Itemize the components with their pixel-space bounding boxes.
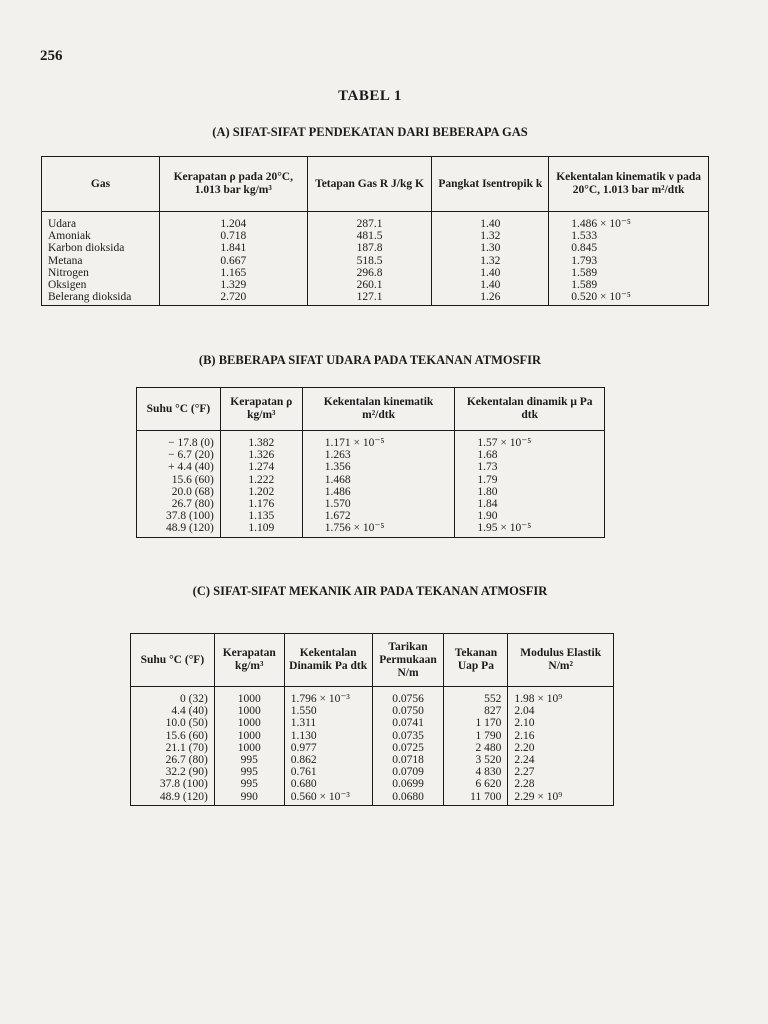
table-cell: 0 (32) [131,687,215,706]
table-row [42,230,709,242]
table-row [131,791,614,806]
table-cell: 552 [444,687,508,706]
table-c-title: (C) SIFAT-SIFAT MEKANIK AIR PADA TEKANAN ATMOSFIR [192,584,548,598]
table-cell: 1.30 [432,242,549,254]
column-header: Suhu °C (°F) [131,634,215,687]
column-header: Kekentalan kinematik m²/dtk [302,388,455,431]
table-cell: 48.9 (120) [131,791,215,806]
table-row [131,730,614,742]
table-cell: 1.274 [220,461,302,473]
table-cell: 0.0699 [372,778,444,790]
table-row [42,212,709,231]
table-cell: 0.0750 [372,705,444,717]
table-cell: 6 620 [444,778,508,790]
table-row [131,778,614,790]
table-cell: 1000 [214,742,284,754]
gas-properties-table [41,156,709,306]
table-row [42,291,709,306]
table-cell: 1.40 [432,267,549,279]
table-cell: 1.130 [284,730,372,742]
table-cell: 0.0709 [372,766,444,778]
table-cell: 995 [214,766,284,778]
table-cell: 0.761 [284,766,372,778]
table-cell: 1000 [214,717,284,729]
table-cell: 1.796 × 10⁻³ [284,687,372,706]
table-cell: 1.468 [302,474,455,486]
table-cell: 2.720 [159,291,307,306]
table-row [42,279,709,291]
table-cell: 827 [444,705,508,717]
column-header: Modulus Elastik N/m² [508,634,614,687]
table-cell: 1.109 [220,522,302,537]
table-cell: 1.68 [455,449,605,461]
table-row [137,449,605,461]
table-row [131,717,614,729]
water-properties-table [130,633,614,806]
table-cell: Nitrogen [42,267,160,279]
table-cell: 0.0680 [372,791,444,806]
air-properties-table [136,387,605,538]
table-cell: 1.311 [284,717,372,729]
column-header: Kerapatan ρ kg/m³ [220,388,302,431]
table-cell: 1.672 [302,510,455,522]
table-cell: 0.0718 [372,754,444,766]
table-cell: 1.171 × 10⁻⁵ [302,431,455,450]
table-cell: 1.570 [302,498,455,510]
table-cell: 0.718 [159,230,307,242]
table-cell: 1.80 [455,486,605,498]
table-cell: 37.8 (100) [131,778,215,790]
column-header: Tetapan Gas R J/kg K [307,157,432,212]
table-row [131,742,614,754]
table-cell: Metana [42,255,160,267]
table-cell: 10.0 (50) [131,717,215,729]
table-cell: 2.24 [508,754,614,766]
table-cell: 995 [214,778,284,790]
table-cell: 1.589 [549,279,709,291]
table-cell: 0.0725 [372,742,444,754]
table-cell: 1.202 [220,486,302,498]
table-row [137,498,605,510]
table-cell: 26.7 (80) [137,498,221,510]
table-cell: 1.135 [220,510,302,522]
table-cell: Amoniak [42,230,160,242]
table-cell: 1.793 [549,255,709,267]
table-cell: 0.0741 [372,717,444,729]
table-cell: 481.5 [307,230,432,242]
table-cell: 1.533 [549,230,709,242]
table-cell: 1.326 [220,449,302,461]
table-cell: 1.486 × 10⁻⁵ [549,212,709,231]
table-cell: 3 520 [444,754,508,766]
table-cell: 1.26 [432,291,549,306]
table-cell: 1.263 [302,449,455,461]
table-cell: 1.40 [432,212,549,231]
table-row [137,510,605,522]
page-title: TABEL 1 [338,88,402,104]
table-cell: 1000 [214,687,284,706]
table-cell: 15.6 (60) [137,474,221,486]
table-cell: 2.10 [508,717,614,729]
table-cell: 37.8 (100) [137,510,221,522]
table-cell: − 17.8 (0) [137,431,221,450]
table-cell: Belerang dioksida [42,291,160,306]
table-cell: 0.862 [284,754,372,766]
table-cell: 296.8 [307,267,432,279]
table-row [137,461,605,473]
table-cell: 0.560 × 10⁻³ [284,791,372,806]
table-cell: 21.1 (70) [131,742,215,754]
table-row [131,754,614,766]
column-header: Gas [42,157,160,212]
table-cell: 1 790 [444,730,508,742]
column-header: Kerapatan kg/m³ [214,634,284,687]
table-row [42,242,709,254]
table-cell: 2.16 [508,730,614,742]
table-cell: 2.27 [508,766,614,778]
column-header: Kekentalan kinematik ν pada 20°C, 1.013 bar m²/dtk [549,157,709,212]
table-row [137,486,605,498]
table-b-title: (B) BEBERAPA SIFAT UDARA PADA TEKANAN ATMOSFIR [198,353,542,367]
table-cell: 0.977 [284,742,372,754]
column-header: Kerapatan ρ pada 20°C, 1.013 bar kg/m³ [159,157,307,212]
table-cell: 32.2 (90) [131,766,215,778]
page-number: 256 [40,48,63,64]
table-cell: 1.57 × 10⁻⁵ [455,431,605,450]
table-cell: 1.84 [455,498,605,510]
table-row [137,522,605,537]
table-cell: 1.204 [159,212,307,231]
table-cell: 20.0 (68) [137,486,221,498]
table-cell: 1.550 [284,705,372,717]
table-cell: 187.8 [307,242,432,254]
table-cell: 1.32 [432,255,549,267]
table-row [137,431,605,450]
table-row [131,766,614,778]
table-cell: 1.176 [220,498,302,510]
table-cell: − 6.7 (20) [137,449,221,461]
table-cell: 1.589 [549,267,709,279]
table-cell: 287.1 [307,212,432,231]
column-header: Pangkat Isentropik k [432,157,549,212]
table-cell: 2 480 [444,742,508,754]
table-cell: 1.95 × 10⁻⁵ [455,522,605,537]
table-cell: Udara [42,212,160,231]
table-cell: 1000 [214,730,284,742]
table-cell: 1.40 [432,279,549,291]
table-cell: 11 700 [444,791,508,806]
column-header: Suhu °C (°F) [137,388,221,431]
table-cell: 1.90 [455,510,605,522]
table-cell: 990 [214,791,284,806]
table-cell: 0.845 [549,242,709,254]
table-cell: 4 830 [444,766,508,778]
table-cell: 0.667 [159,255,307,267]
table-cell: Karbon dioksida [42,242,160,254]
table-cell: 1000 [214,705,284,717]
table-cell: 48.9 (120) [137,522,221,537]
column-header: Tarikan Permukaan N/m [372,634,444,687]
table-row [42,267,709,279]
table-cell: 1.756 × 10⁻⁵ [302,522,455,537]
table-cell: 1.79 [455,474,605,486]
table-cell: 2.28 [508,778,614,790]
table-a-title: (A) SIFAT-SIFAT PENDEKATAN DARI BEBERAPA GAS [212,125,528,139]
table-cell: + 4.4 (40) [137,461,221,473]
table-cell: 2.20 [508,742,614,754]
table-cell: 1.222 [220,474,302,486]
table-cell: 1.382 [220,431,302,450]
table-cell: 26.7 (80) [131,754,215,766]
table-cell: 260.1 [307,279,432,291]
table-cell: 1 170 [444,717,508,729]
table-cell: Oksigen [42,279,160,291]
table-cell: 518.5 [307,255,432,267]
table-cell: 1.165 [159,267,307,279]
table-row [131,705,614,717]
table-cell: 1.32 [432,230,549,242]
table-row [137,474,605,486]
table-cell: 127.1 [307,291,432,306]
table-row [131,687,614,706]
table-cell: 2.04 [508,705,614,717]
table-cell: 1.486 [302,486,455,498]
table-cell: 0.520 × 10⁻⁵ [549,291,709,306]
table-cell: 1.98 × 10⁹ [508,687,614,706]
table-cell: 15.6 (60) [131,730,215,742]
table-cell: 1.841 [159,242,307,254]
table-cell: 4.4 (40) [131,705,215,717]
column-header: Tekanan Uap Pa [444,634,508,687]
table-cell: 1.73 [455,461,605,473]
column-header: Kekentalan Dinamik Pa dtk [284,634,372,687]
table-row [42,255,709,267]
table-cell: 0.0735 [372,730,444,742]
table-cell: 1.356 [302,461,455,473]
column-header: Kekentalan dinamik μ Pa dtk [455,388,605,431]
table-cell: 0.0756 [372,687,444,706]
table-cell: 1.329 [159,279,307,291]
table-cell: 2.29 × 10⁹ [508,791,614,806]
table-cell: 0.680 [284,778,372,790]
table-cell: 995 [214,754,284,766]
